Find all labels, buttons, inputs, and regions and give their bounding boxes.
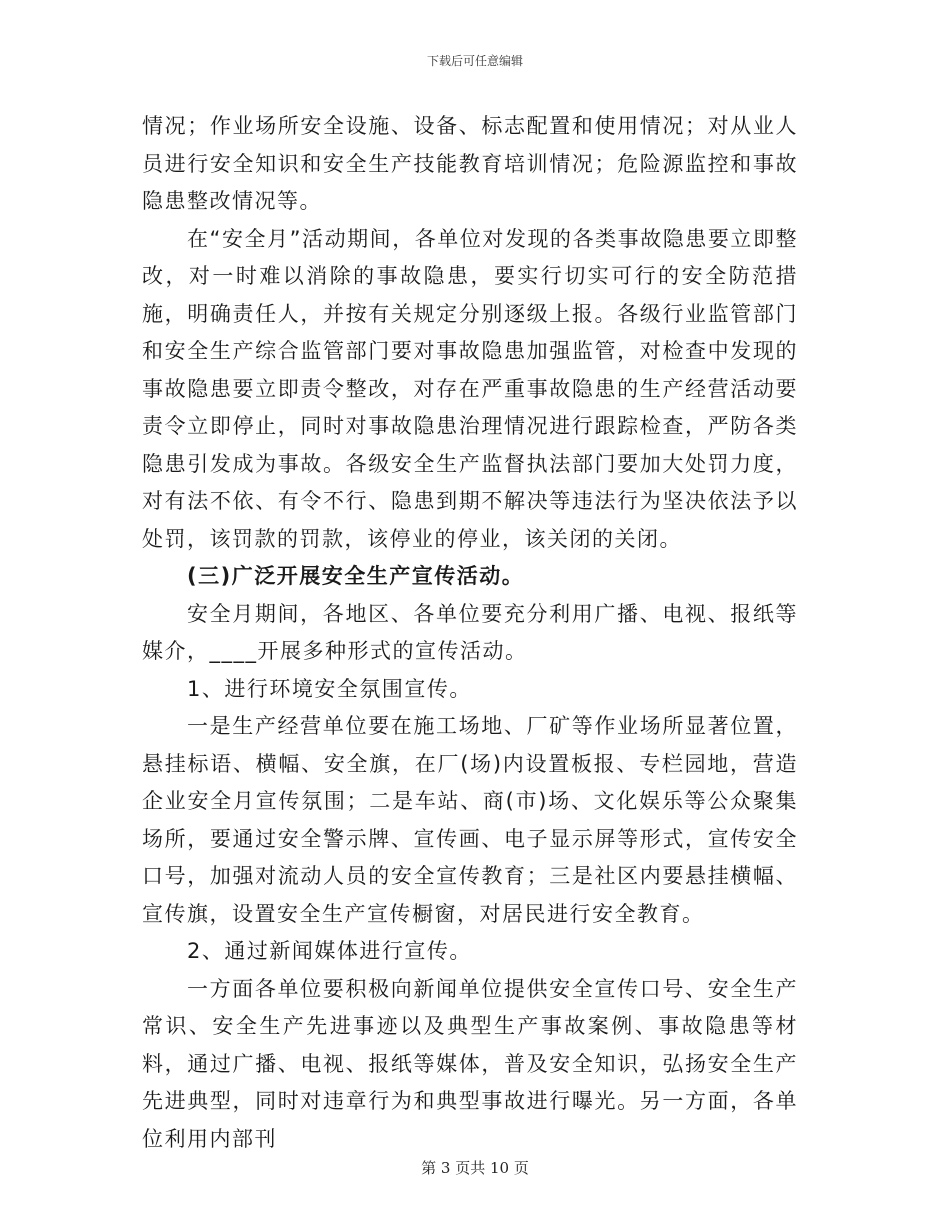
paragraph-hazard-rectification: 在“安全月”活动期间，各单位对发现的各类事故隐患要立即整改，对一时难以消除的事故隐患，要实行切实可行的安全防范措施，明确责任人，并按有关规定分别逐级上报。各级行业监管部门和安全生产综合监管部门要对事故隐患加强监管，对检查中发现的事故隐患要立即责令整改，对存在严重事故隐患的生产经营活动要责令立即停止，同时对事故隐患治理情况进行跟踪检查，严防各类隐患引发成为事故。各级安全生产监督执法部门要加大处罚力度，对有法不依、有令不行、隐患到期不解决等违法行为坚决依法予以处罚，该罚款的罚款，该停业的停业，该关闭的关闭。 — [142, 226, 798, 551]
paragraph-publicity-intro: 安全月期间，各地区、各单位要充分利用广播、电视、报纸等媒介，____开展多种形式的宣传活动。 — [142, 601, 798, 663]
page-footer: 第 3 页共 10 页 — [421, 1159, 529, 1177]
subheading-environment-publicity: 1、进行环境安全氛围宣传。 — [187, 676, 472, 701]
subheading-media-publicity: 2、通过新闻媒体进行宣传。 — [187, 939, 472, 963]
document-body — [142, 108, 798, 1158]
paragraph-environment-publicity: 一是生产经营单位要在施工场地、厂矿等作业场所显著位置，悬挂标语、横幅、安全旗，在厂(场)内设置板报、专栏园地，营造企业安全月宣传氛围；二是车站、商(市)场、文化娱乐等公众聚集场所，要通过安全警示牌、宣传画、电子显示屏等形式，宣传安全口号，加强对流动人员的安全宣传教育；三是社区内要悬挂横幅、宣传旗，设置安全生产宣传橱窗，对居民进行安全教育。 — [142, 714, 798, 926]
page-header: 下载后可任意编辑 — [426, 54, 523, 68]
paragraph-inspection-items: 情况；作业场所安全设施、设备、标志配置和使用情况；对从业人员进行安全知识和安全生产技能教育培训情况；危险源监控和事故隐患整改情况等。 — [142, 114, 798, 213]
section-heading-publicity: (三)广泛开展安全生产宣传活动。 — [187, 564, 525, 588]
paragraph-media-publicity: 一方面各单位要积极向新闻单位提供安全宣传口号、安全生产常识、安全生产先进事迹以及典型生产事故案例、事故隐患等材料，通过广播、电视、报纸等媒体，普及安全知识，弘扬安全生产先进典型，同时对违章行为和典型事故进行曝光。另一方面，各单位利用内部刊 — [142, 976, 798, 1151]
